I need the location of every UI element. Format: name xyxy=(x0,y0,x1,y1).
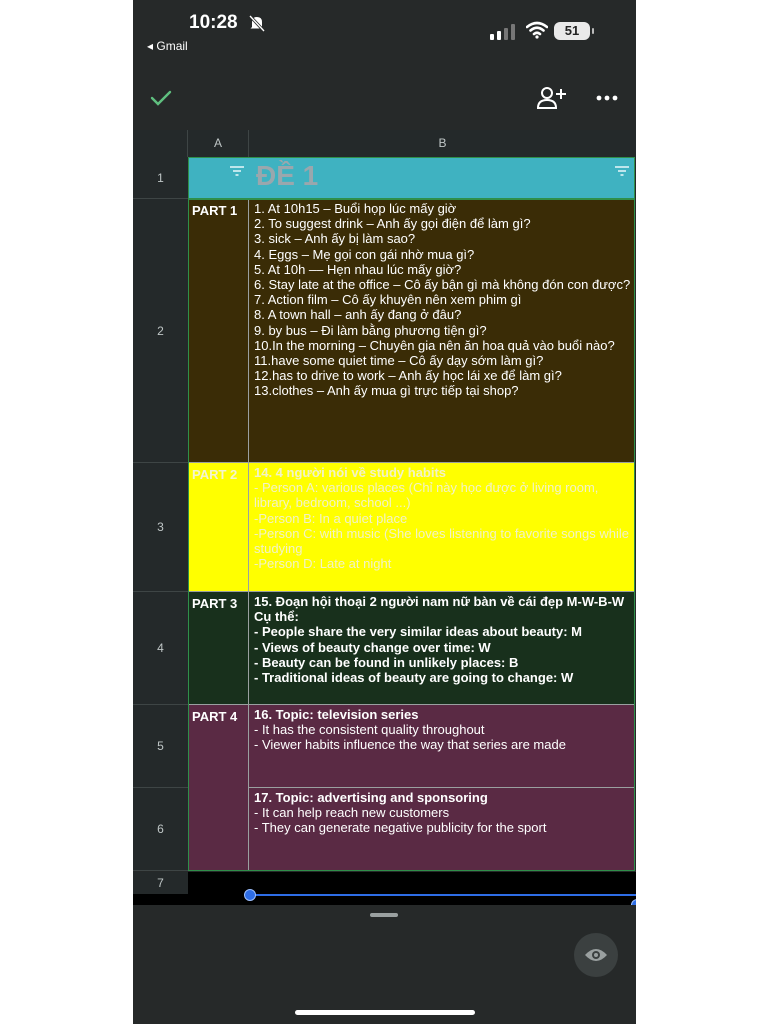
row-header-6[interactable]: 6 xyxy=(133,788,188,871)
part-label-cell[interactable]: PART 3 xyxy=(188,592,249,705)
part-label-cell[interactable]: PART 1 xyxy=(188,199,249,463)
part3-answers-cell[interactable] xyxy=(249,592,635,705)
question-heading: 16. Topic: television series xyxy=(254,707,419,722)
answer-line: - Beauty can be found in unlikely places: B xyxy=(254,654,519,670)
part4-answers-cell[interactable] xyxy=(249,705,635,788)
row-header-4[interactable]: 4 xyxy=(133,592,188,705)
answer-line: 12.has to drive to work – Anh ấy học lái xe để làm gì? xyxy=(254,368,562,384)
answer-line: 9. by bus – Đi làm bằng phương tiện gì? xyxy=(254,322,487,338)
answer-line: - Person A: various places (Chỉ này học được ở living room, library, bedroom, school ...) xyxy=(254,480,599,511)
question-heading: 17. Topic: advertising and sponsoring xyxy=(254,790,488,805)
bottom-panel xyxy=(133,905,636,1024)
answer-line: - They can generate negative publicity for the sport xyxy=(254,820,547,836)
view-toggle-button[interactable] xyxy=(574,933,618,977)
add-person-icon[interactable] xyxy=(536,86,566,110)
answer-line: - It has the consistent quality throughout xyxy=(254,722,485,738)
bell-slash-icon xyxy=(248,14,266,32)
answer-line: 2. To suggest drink – Anh ấy gọi điện để làm gì? xyxy=(254,216,531,232)
answer-line: 1. At 10h15 – Buổi họp lúc mấy giờ xyxy=(254,201,457,216)
panel-grabber[interactable] xyxy=(370,913,398,917)
answer-line: 5. At 10h –– Hẹn nhau lúc mấy giờ? xyxy=(254,261,462,277)
signal-icon xyxy=(490,24,518,40)
filter-icon[interactable] xyxy=(615,166,629,176)
eye-icon xyxy=(584,946,608,964)
answer-line: -Person D: Late at night xyxy=(254,556,392,572)
answer-line: 13.clothes – Anh ấy mua gì trực tiếp tại shop? xyxy=(254,383,519,399)
row-header-5[interactable]: 5 xyxy=(133,705,188,788)
answer-line: 10.In the morning – Chuyên gia nên ăn hoa quả vào buổi nào? xyxy=(254,337,615,353)
status-time: 10:28 xyxy=(189,12,238,33)
answer-line: - People share the very similar ideas about beauty: M xyxy=(254,624,582,640)
phone-screen xyxy=(133,0,636,1024)
question-heading: 14. 4 người nói về study habits xyxy=(254,465,447,480)
empty-row-area[interactable] xyxy=(133,872,636,908)
answer-line: - It can help reach new customers xyxy=(254,805,450,821)
selection-range[interactable] xyxy=(249,894,636,896)
answer-line: -Person B: In a quiet place xyxy=(254,510,408,526)
filter-icon[interactable] xyxy=(230,166,244,176)
answer-line: - Viewer habits influence the way that series are made xyxy=(254,737,566,753)
home-indicator xyxy=(295,1010,475,1015)
answer-line: 6. Stay late at the office – Cô ấy bận gì mà không đón con được? xyxy=(254,277,631,293)
answer-line: -Person C: with music (She loves listening to favorite songs while studying xyxy=(254,525,629,557)
answer-line: 11.have some quiet time – Cô ấy dạy sớm làm gì? xyxy=(254,353,544,369)
sheet-title: ĐỀ 1 xyxy=(256,160,319,191)
part1-answers-cell[interactable] xyxy=(249,199,635,463)
part-label-cell[interactable]: PART 2 xyxy=(188,463,249,592)
row-header-3[interactable]: 3 xyxy=(133,463,188,592)
answer-line: 3. sick – Anh ấy bị làm sao? xyxy=(254,231,416,247)
back-to-gmail-link[interactable]: ◂ Gmail xyxy=(147,39,188,53)
check-icon[interactable] xyxy=(149,86,173,110)
part-label-cell[interactable]: PART 4 xyxy=(188,705,249,871)
answer-line: 8. A town hall – anh ấy đang ở đâu? xyxy=(254,307,462,323)
column-header-b[interactable]: B xyxy=(249,130,636,157)
answer-line: Cụ thể: xyxy=(254,609,299,625)
answer-line: - Views of beauty change over time: W xyxy=(254,639,491,655)
wifi-icon xyxy=(526,21,548,39)
row-header-1[interactable]: 1 xyxy=(133,157,188,199)
battery-indicator: 51 xyxy=(554,22,590,40)
answer-line: - Traditional ideas of beauty are going to change: W xyxy=(254,670,574,686)
selection-handle[interactable] xyxy=(244,889,256,901)
answer-line: 15. Đoạn hội thoại 2 người nam nữ bàn về cái đẹp M-W-B-W xyxy=(254,594,625,609)
corner-cell[interactable] xyxy=(133,130,188,157)
row-header-2[interactable]: 2 xyxy=(133,199,188,463)
column-header-a[interactable]: A xyxy=(188,130,249,157)
answer-line: 7. Action film – Cô ấy khuyên nên xem phim gì xyxy=(254,292,522,308)
part4-answers-cell[interactable] xyxy=(249,788,635,871)
more-icon[interactable] xyxy=(595,88,619,108)
status-bar xyxy=(133,0,636,60)
row-header-7[interactable]: 7 xyxy=(133,872,188,894)
part2-answers-cell[interactable] xyxy=(249,463,635,592)
answer-line: 4. Eggs – Mẹ gọi con gái nhờ mua gì? xyxy=(254,246,475,262)
